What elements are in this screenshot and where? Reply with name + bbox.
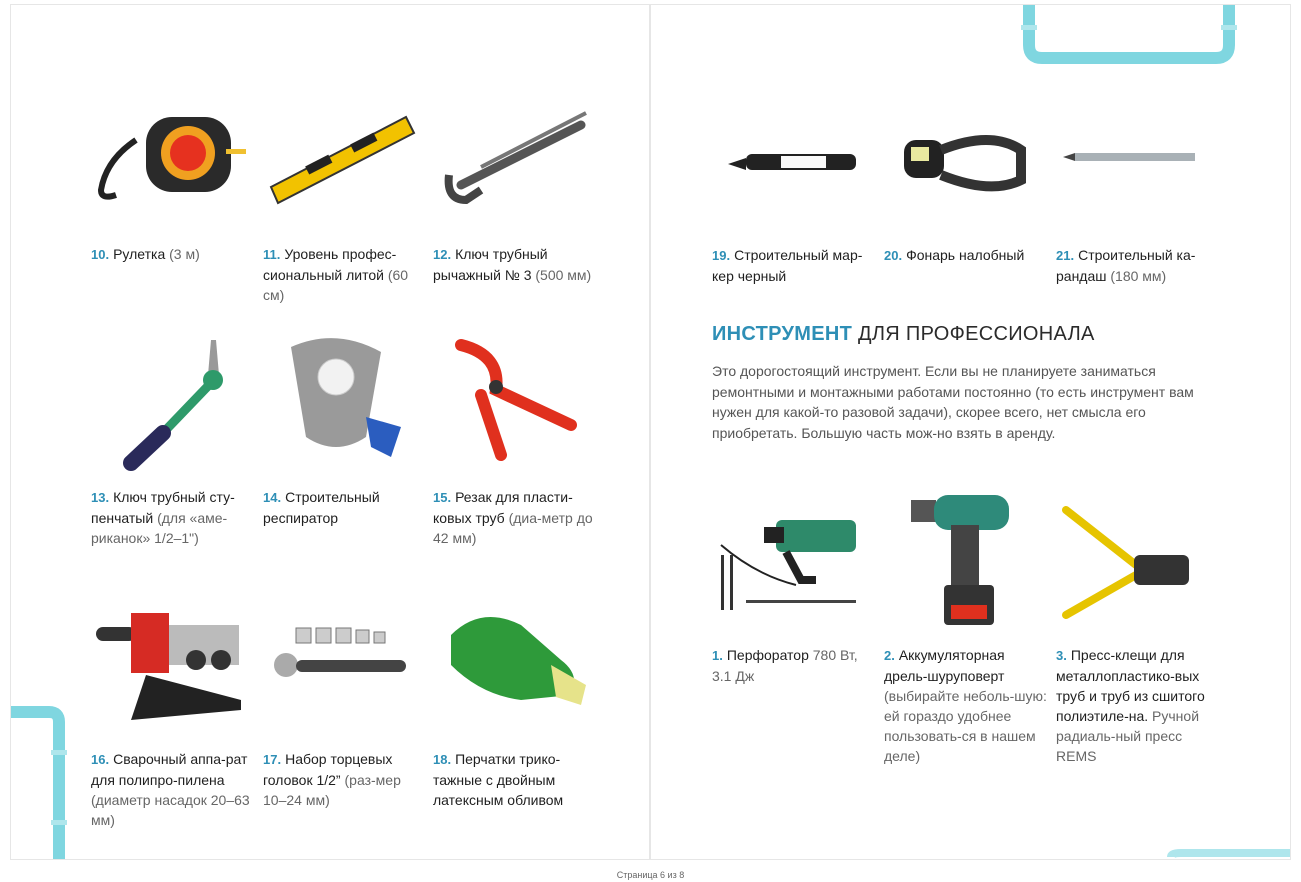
item-note: (3 м) xyxy=(169,246,200,262)
item-name: Строительный мар-кер черный xyxy=(712,247,863,284)
item-note: (500 мм) xyxy=(535,267,592,283)
item-number: 3. xyxy=(1056,648,1067,663)
item-note: (180 мм) xyxy=(1110,268,1167,284)
item-number: 21. xyxy=(1056,248,1075,263)
item-note: (раз-мер 10–24 мм) xyxy=(263,772,401,808)
respirator-icon xyxy=(266,327,416,467)
item-number: 17. xyxy=(263,752,282,767)
item-number: 19. xyxy=(712,248,731,263)
pipe-decoration-top xyxy=(1016,5,1251,75)
section-title xyxy=(712,323,1095,346)
pipe-decoration-bottom xyxy=(1151,845,1291,860)
item-name: Ключ трубный сту-пенчатый xyxy=(91,489,235,526)
page-footer: Страница 6 из 8 xyxy=(616,870,685,880)
item-name: Фонарь налобный xyxy=(906,247,1025,263)
spirit-level-icon xyxy=(266,105,416,215)
section-title-rest: ДЛЯ ПРОФЕССИОНАЛА xyxy=(852,323,1095,345)
item-number: 10. xyxy=(91,247,110,262)
right-page xyxy=(650,4,1291,860)
item-name: Перфоратор xyxy=(726,647,809,663)
section-title-accent: ИНСТРУМЕНТ xyxy=(712,323,853,345)
item-number: 14. xyxy=(263,490,282,505)
item-number: 20. xyxy=(884,248,903,263)
item-name: Строительный ка-рандаш xyxy=(1056,247,1196,284)
item-name: Резак для пласти-ковых труб xyxy=(433,489,573,526)
item-number: 12. xyxy=(433,247,452,262)
left-page xyxy=(10,4,650,860)
item-name: Рулетка xyxy=(113,246,166,262)
item-number: 18. xyxy=(433,752,452,767)
item-number: 15. xyxy=(433,490,452,505)
item-number: 13. xyxy=(91,490,110,505)
socket-set-icon xyxy=(266,620,416,700)
pipe-cutter-icon xyxy=(441,335,591,465)
item-note: (60 см) xyxy=(263,267,409,303)
item-note: 780 Вт, 3.1 Дж xyxy=(712,647,858,684)
item-name: Сварочный аппа-рат для полипро-пилена xyxy=(91,751,248,788)
item-note: (выбирайте неболь-шую: ей гораздо удобнее пользовать-ся в нашем деле) xyxy=(884,688,1047,764)
pipe-wrench-icon xyxy=(441,105,591,215)
item-number: 1. xyxy=(712,648,723,663)
pencil-icon xyxy=(1061,145,1201,169)
section-text: Это дорогостоящий инструмент. Если вы не планируете заниматься ремонтными и монтажными работами постоянно (то есть инструмент вам нужен для какой-то разовой задачи), скорее всего, нет смысла его приобретать. Большую часть мож-но взять в аренду. xyxy=(712,363,1194,441)
item-number: 16. xyxy=(91,752,110,767)
item-name: Ключ трубный рычажный № 3 xyxy=(433,246,548,283)
item-name: Набор торцевых головок 1/2” xyxy=(263,751,393,788)
marker-icon xyxy=(726,140,861,180)
step-wrench-icon xyxy=(121,335,241,475)
item-note: (диаметр насадок 20–63 мм) xyxy=(91,792,250,828)
press-pliers-icon xyxy=(1056,505,1206,625)
item-note: (диа-метр до 42 мм) xyxy=(433,510,593,546)
headlamp-icon xyxy=(896,125,1031,200)
item-note: Ручной радиаль-ный пресс REMS xyxy=(1056,708,1200,764)
item-name: Пресс-клещи для металлопластико-вых труб и труб из сшитого полиэтиле-на. xyxy=(1056,647,1205,724)
cordless-drill-icon xyxy=(906,490,1026,630)
item-note: (для «аме-риканок» 1/2–1") xyxy=(91,510,228,546)
item-name: Аккумуляторная дрель-шуруповерт xyxy=(884,647,1005,684)
item-number: 2. xyxy=(884,648,895,663)
pipe-decoration-left xyxy=(11,700,75,860)
welding-machine-icon xyxy=(91,605,251,725)
item-number: 11. xyxy=(263,247,281,262)
rotary-hammer-icon xyxy=(716,505,866,615)
item-name: Уровень профес-сиональный литой xyxy=(263,246,397,283)
tape-measure-icon xyxy=(96,105,246,215)
item-name: Перчатки трико-тажные с двойным латексным обливом xyxy=(433,751,564,808)
gloves-icon xyxy=(441,605,591,715)
item-name: Строительный респиратор xyxy=(263,489,380,526)
